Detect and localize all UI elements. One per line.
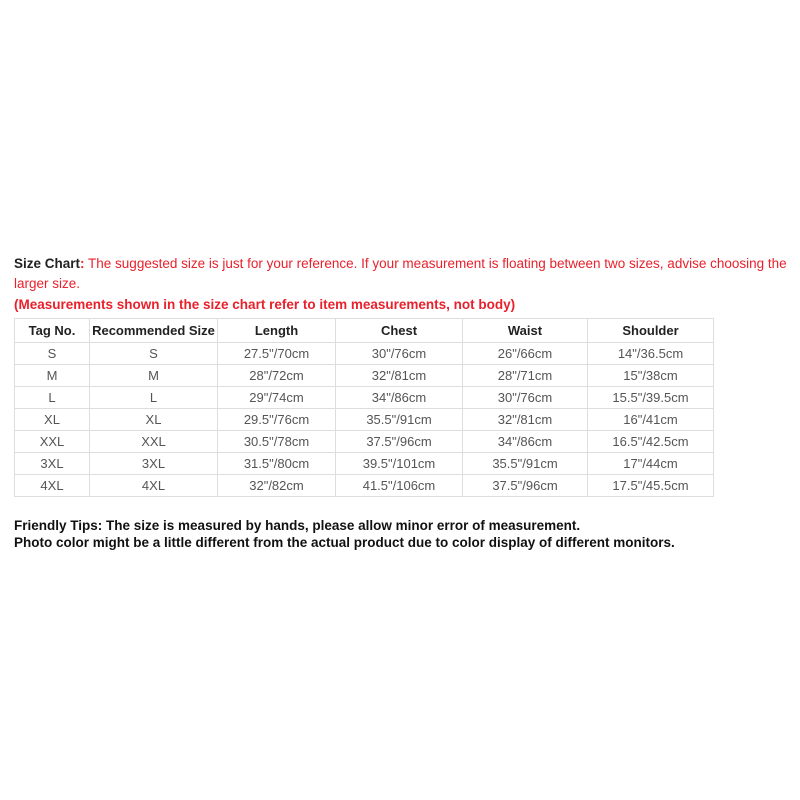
cell-tag: M (15, 365, 90, 387)
friendly-tips (14, 517, 789, 551)
cell-tag: 3XL (15, 453, 90, 475)
cell-tag: S (15, 343, 90, 365)
table-row-xxl (15, 431, 714, 453)
size-chart-separator: : (80, 256, 85, 271)
cell-chest: 32"/81cm (336, 365, 463, 387)
table-row-s (15, 343, 714, 365)
cell-waist: 28"/71cm (463, 365, 588, 387)
size-chart-section (14, 254, 789, 551)
cell-shoulder: 16.5"/42.5cm (588, 431, 714, 453)
cell-length: 31.5"/80cm (218, 453, 336, 475)
column-header-chest: Chest (336, 319, 463, 343)
table-row-4xl (15, 475, 714, 497)
cell-chest: 37.5"/96cm (336, 431, 463, 453)
cell-shoulder: 14"/36.5cm (588, 343, 714, 365)
cell-shoulder: 16"/41cm (588, 409, 714, 431)
cell-waist: 30"/76cm (463, 387, 588, 409)
cell-tag: L (15, 387, 90, 409)
size-chart-label: Size Chart (14, 256, 81, 271)
cell-chest: 39.5"/101cm (336, 453, 463, 475)
cell-recommended: 3XL (90, 453, 218, 475)
size-chart-advice-text: The suggested size is just for your reference. If your measurement is floating between two sizes, advise choosing the larger size. (14, 256, 787, 291)
column-header-shoulder: Shoulder (588, 319, 714, 343)
cell-length: 29"/74cm (218, 387, 336, 409)
cell-shoulder: 15.5"/39.5cm (588, 387, 714, 409)
column-header-waist: Waist (463, 319, 588, 343)
cell-chest: 30"/76cm (336, 343, 463, 365)
cell-recommended: L (90, 387, 218, 409)
cell-chest: 34"/86cm (336, 387, 463, 409)
friendly-tips-line2: Photo color might be a little different from the actual product due to color display of different monitors. (14, 535, 675, 550)
cell-recommended: XL (90, 409, 218, 431)
cell-length: 28"/72cm (218, 365, 336, 387)
cell-length: 32"/82cm (218, 475, 336, 497)
cell-length: 30.5"/78cm (218, 431, 336, 453)
cell-length: 29.5"/76cm (218, 409, 336, 431)
table-row-l (15, 387, 714, 409)
size-chart-intro (14, 254, 789, 294)
table-row-3xl (15, 453, 714, 475)
cell-chest: 41.5"/106cm (336, 475, 463, 497)
cell-waist: 35.5"/91cm (463, 453, 588, 475)
cell-tag: XXL (15, 431, 90, 453)
table-row-m (15, 365, 714, 387)
cell-recommended: XXL (90, 431, 218, 453)
table-row-xl (15, 409, 714, 431)
column-header-recommended-size: Recommended Size (90, 319, 218, 343)
cell-tag: XL (15, 409, 90, 431)
cell-waist: 26"/66cm (463, 343, 588, 365)
size-chart-table (14, 318, 714, 497)
measurement-note: (Measurements shown in the size chart refer to item measurements, not body) (14, 297, 516, 312)
cell-shoulder: 17"/44cm (588, 453, 714, 475)
cell-length: 27.5"/70cm (218, 343, 336, 365)
cell-waist: 34"/86cm (463, 431, 588, 453)
cell-waist: 32"/81cm (463, 409, 588, 431)
table-header-row (15, 319, 714, 343)
cell-waist: 37.5"/96cm (463, 475, 588, 497)
cell-recommended: M (90, 365, 218, 387)
cell-recommended: S (90, 343, 218, 365)
column-header-tag-no: Tag No. (15, 319, 90, 343)
cell-tag: 4XL (15, 475, 90, 497)
column-header-length: Length (218, 319, 336, 343)
cell-recommended: 4XL (90, 475, 218, 497)
cell-shoulder: 15"/38cm (588, 365, 714, 387)
cell-shoulder: 17.5"/45.5cm (588, 475, 714, 497)
friendly-tips-line1: Friendly Tips: The size is measured by hands, please allow minor error of measurement. (14, 518, 581, 533)
cell-chest: 35.5"/91cm (336, 409, 463, 431)
